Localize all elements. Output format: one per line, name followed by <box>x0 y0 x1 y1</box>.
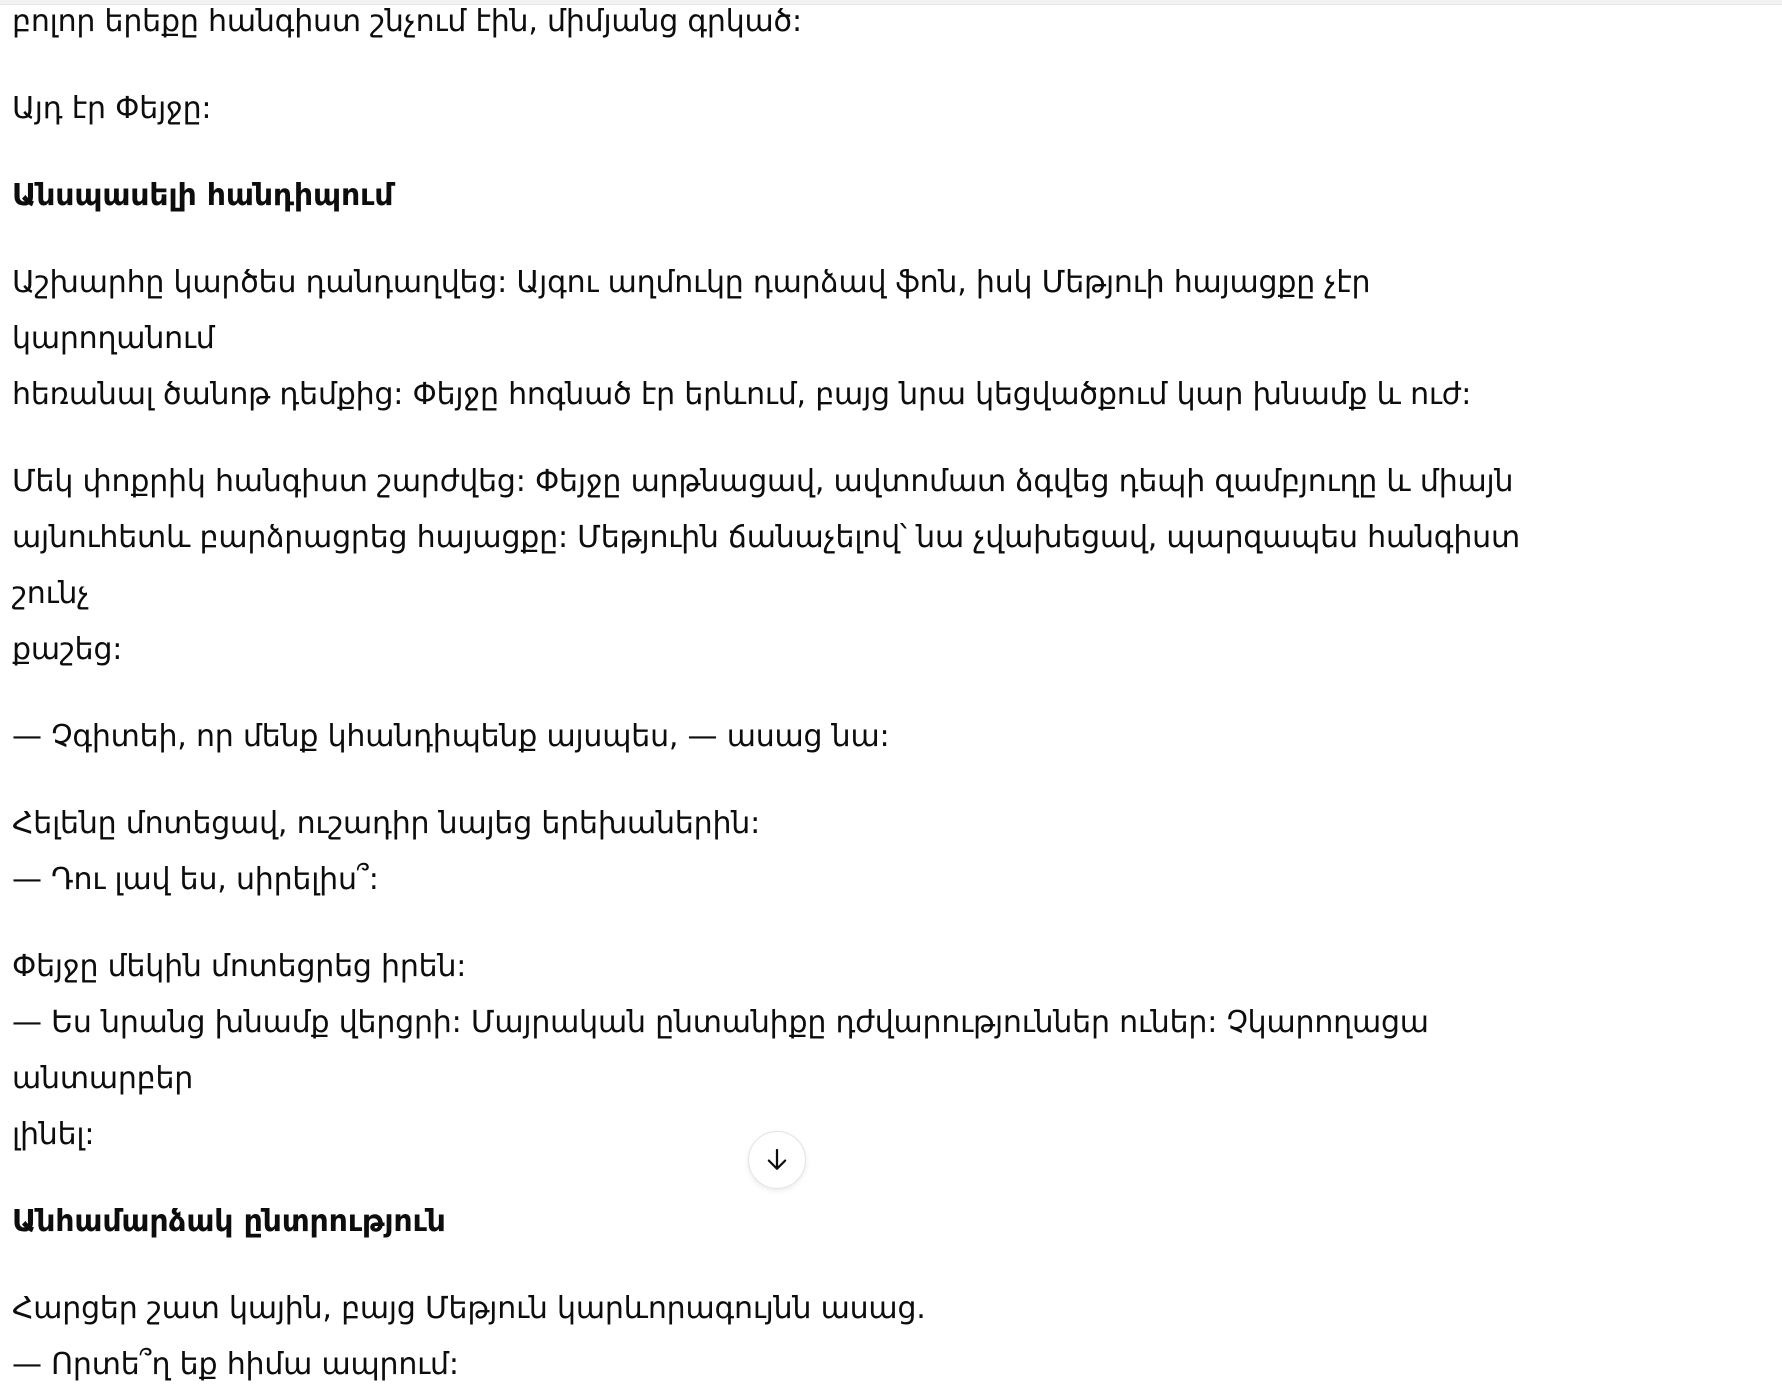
text-line: Մեկ փոքրիկ հանգիստ շարժվեց: Փեյջը արթնացավ, ավտոմատ ձգվեց դեպի զամբյուղը և միայն <box>12 464 1514 499</box>
paragraph <box>12 1281 1572 1393</box>
text-line: — Ես նրանց խնամք վերցրի: Մայրական ընտանիքը դժվարություններ ուներ: Չկարողացա անտարբեր <box>12 1005 1429 1096</box>
paragraph <box>12 796 1572 908</box>
text-line: լինել: <box>12 1117 95 1152</box>
text-line: այնուհետև բարձրացրեց հայացքը: Մեթյուին ճանաչելով՝ նա չվախեցավ, պարզապես հանգիստ շունչ <box>12 520 1520 611</box>
text-line: — Որտե՞ղ եք հիմա ապրում: <box>12 1347 459 1382</box>
section-heading <box>12 1194 1572 1250</box>
text-line: Փեյջը մեկին մոտեցրեց իրեն: <box>12 949 467 984</box>
text-line: Այդ էր Փեյջը: <box>12 91 212 126</box>
section-heading <box>12 168 1572 224</box>
arrow-down-icon <box>762 1145 792 1175</box>
paragraph <box>12 454 1572 678</box>
text-line: — Դու լավ ես, սիրելիս՞: <box>12 862 379 897</box>
paragraph <box>12 81 1572 137</box>
text-line: Հարցեր շատ կային, բայց Մեթյուն կարևորագույնն ասաց. <box>12 1291 926 1326</box>
text-line: Հելենը մոտեցավ, ուշադիր նայեց երեխաներին: <box>12 806 761 841</box>
text-line: քաշեց: <box>12 632 123 667</box>
heading-text: Անհամարձակ ընտրություն <box>12 1204 446 1239</box>
paragraph <box>12 255 1572 423</box>
text-line: Աշխարհը կարծես դանդաղվեց: Այգու աղմուկը դարձավ ֆոն, իսկ Մեթյուի հայացքը չէր կարողանում <box>12 265 1371 356</box>
scroll-to-bottom-button[interactable] <box>748 1131 806 1189</box>
text-line: — Չգիտեի, որ մենք կհանդիպենք այսպես, — ասաց նա: <box>12 719 890 754</box>
paragraph <box>12 709 1572 765</box>
paragraph <box>12 939 1572 1163</box>
heading-text: Անսպասելի հանդիպում <box>12 178 394 213</box>
text-line: բոլոր երեքը հանգիստ շնչում էին, միմյանց գրկած: <box>12 4 802 39</box>
paragraph <box>12 0 1572 50</box>
text-line: հեռանալ ծանոթ դեմքից: Փեյջը հոգնած էր երևում, բայց նրա կեցվածքում կար խնամք և ուժ: <box>12 377 1472 412</box>
